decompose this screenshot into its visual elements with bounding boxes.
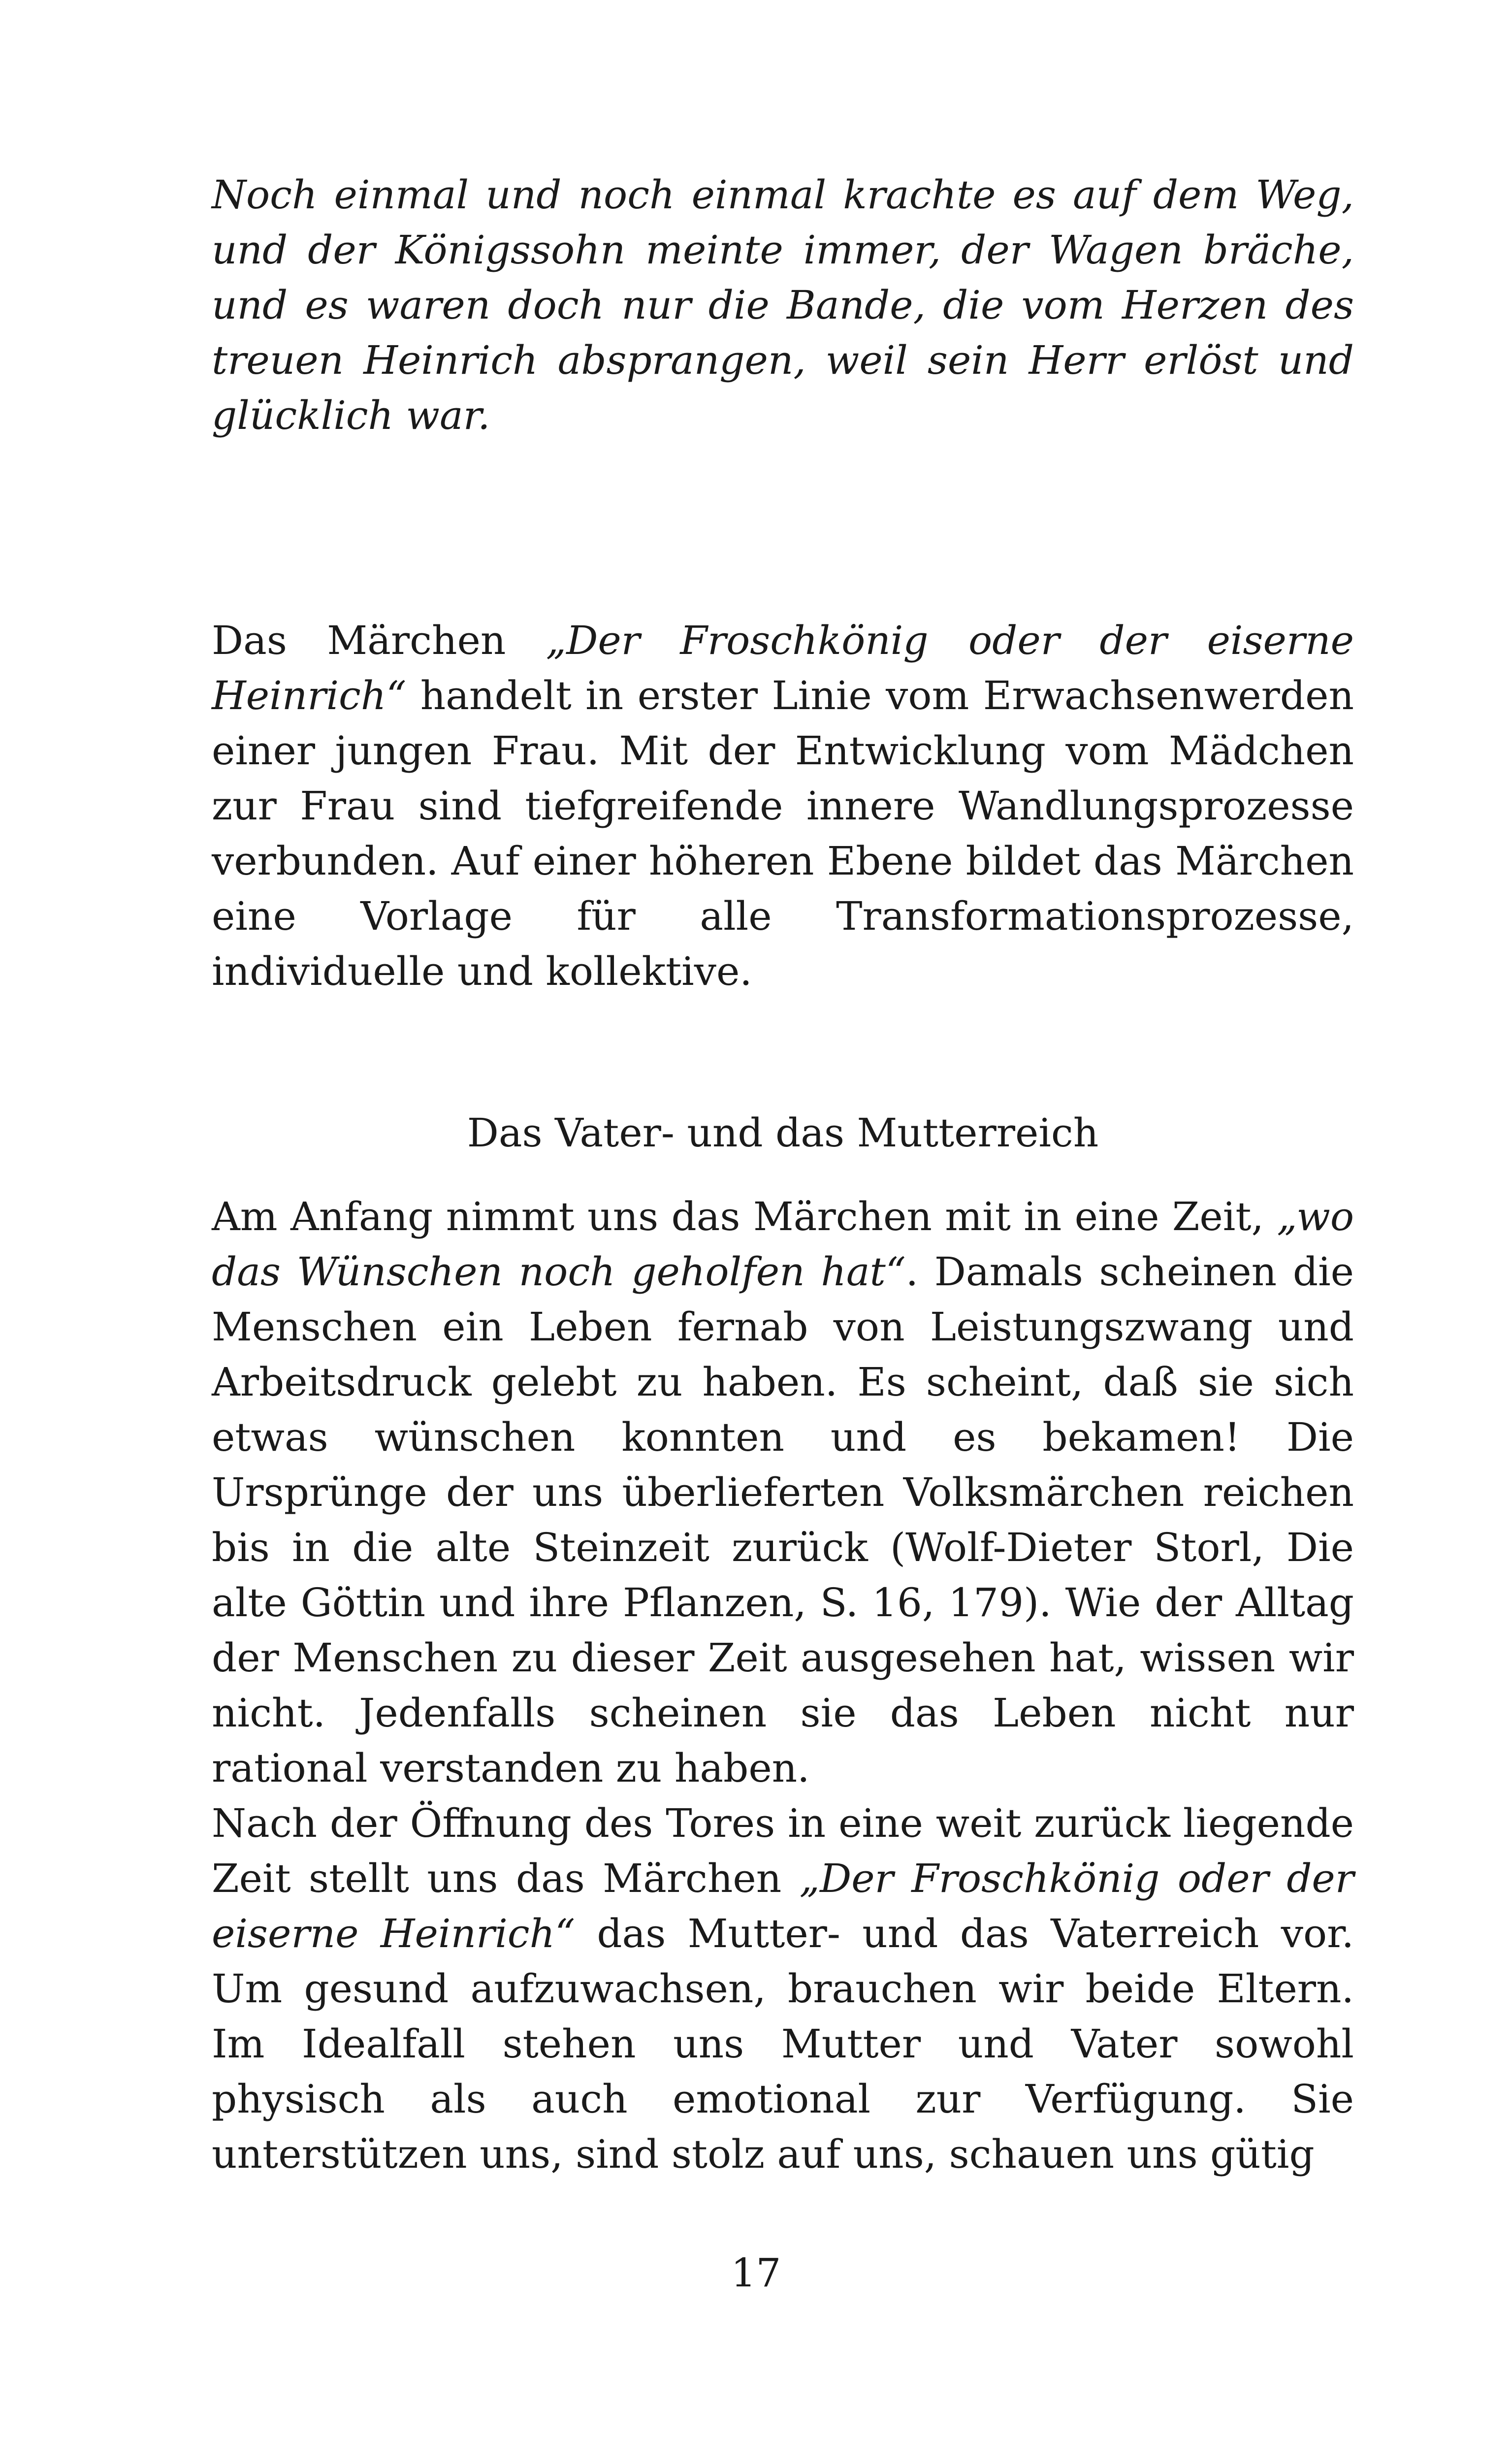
p1-text-after: . Damals scheinen die Menschen ein Leben fernab von Leistungszwang und Arbeitsdruck gelebt zu haben. Es scheint, daß sie sich etwas wünschen konnten und es bekamen! Die Ursprünge der uns überlieferten Volksmärchen reichen bis in die alte Steinzeit zurück (Wolf-Dieter Storl, Die alte Göttin und ihre Pflanzen, S. 16, 179). Wie der Alltag der Menschen zu dieser Zeit ausgesehen hat, wissen wir nicht. Jedenfalls scheinen sie das Leben nicht nur rational verstanden zu haben. bbox=[212, 1249, 1354, 1791]
section-paragraph-2 bbox=[212, 1796, 1354, 2182]
quote-text: Noch einmal und noch einmal krachte es auf dem Weg, und der Königssohn meinte immer, der Wagen bräche, und es waren doch nur die Bande, die vom Herzen des treuen Heinrich absprangen, weil sein Herr erlöst und glücklich war. bbox=[212, 172, 1354, 438]
p2-text-before: Nach der Öffnung des Tores in eine weit zurück liegende Zeit stellt uns das Märchen bbox=[212, 1800, 1354, 1901]
intro-text-after: handelt in erster Linie vom Erwachsenwerden einer jungen Frau. Mit der Entwicklung vom Mädchen zur Frau sind tiefgreifende innere Wandlungsprozesse verbunden. Auf einer höheren Ebene bildet das Märchen eine Vorlage für alle Transformationsprozesse, individuelle und kollektive. bbox=[212, 673, 1354, 994]
intro-text-before: Das Märchen bbox=[212, 618, 546, 663]
section-heading: Das Vater- und das Mutterreich bbox=[467, 1110, 1099, 1156]
intro-title-italic: „Der Froschkönig oder der eiserne Heinrich“ bbox=[212, 618, 1354, 718]
page-number: 17 bbox=[731, 2250, 781, 2296]
p2-title-italic: „Der Froschkönig oder der eiserne Heinrich“ bbox=[212, 1856, 1354, 1956]
section-body bbox=[212, 1189, 1354, 2182]
intro-paragraph bbox=[212, 613, 1354, 999]
closing-quote bbox=[212, 167, 1354, 443]
p1-quote-italic: „wo das Wünschen noch geholfen hat“ bbox=[212, 1194, 1354, 1295]
p1-text-before: Am Anfang nimmt uns das Märchen mit in eine Zeit, bbox=[212, 1194, 1277, 1239]
section-paragraph-1 bbox=[212, 1189, 1354, 1796]
intro-text bbox=[212, 613, 1354, 999]
p2-text-after: das Mutter- und das Vaterreich vor. Um gesund aufzuwachsen, brauchen wir beide Eltern. Im Idealfall stehen uns Mutter und Vater sowohl physisch als auch emotional zur Verfügung. Sie unterstützen uns, sind stolz auf uns, schauen uns gütig bbox=[212, 1911, 1354, 2177]
